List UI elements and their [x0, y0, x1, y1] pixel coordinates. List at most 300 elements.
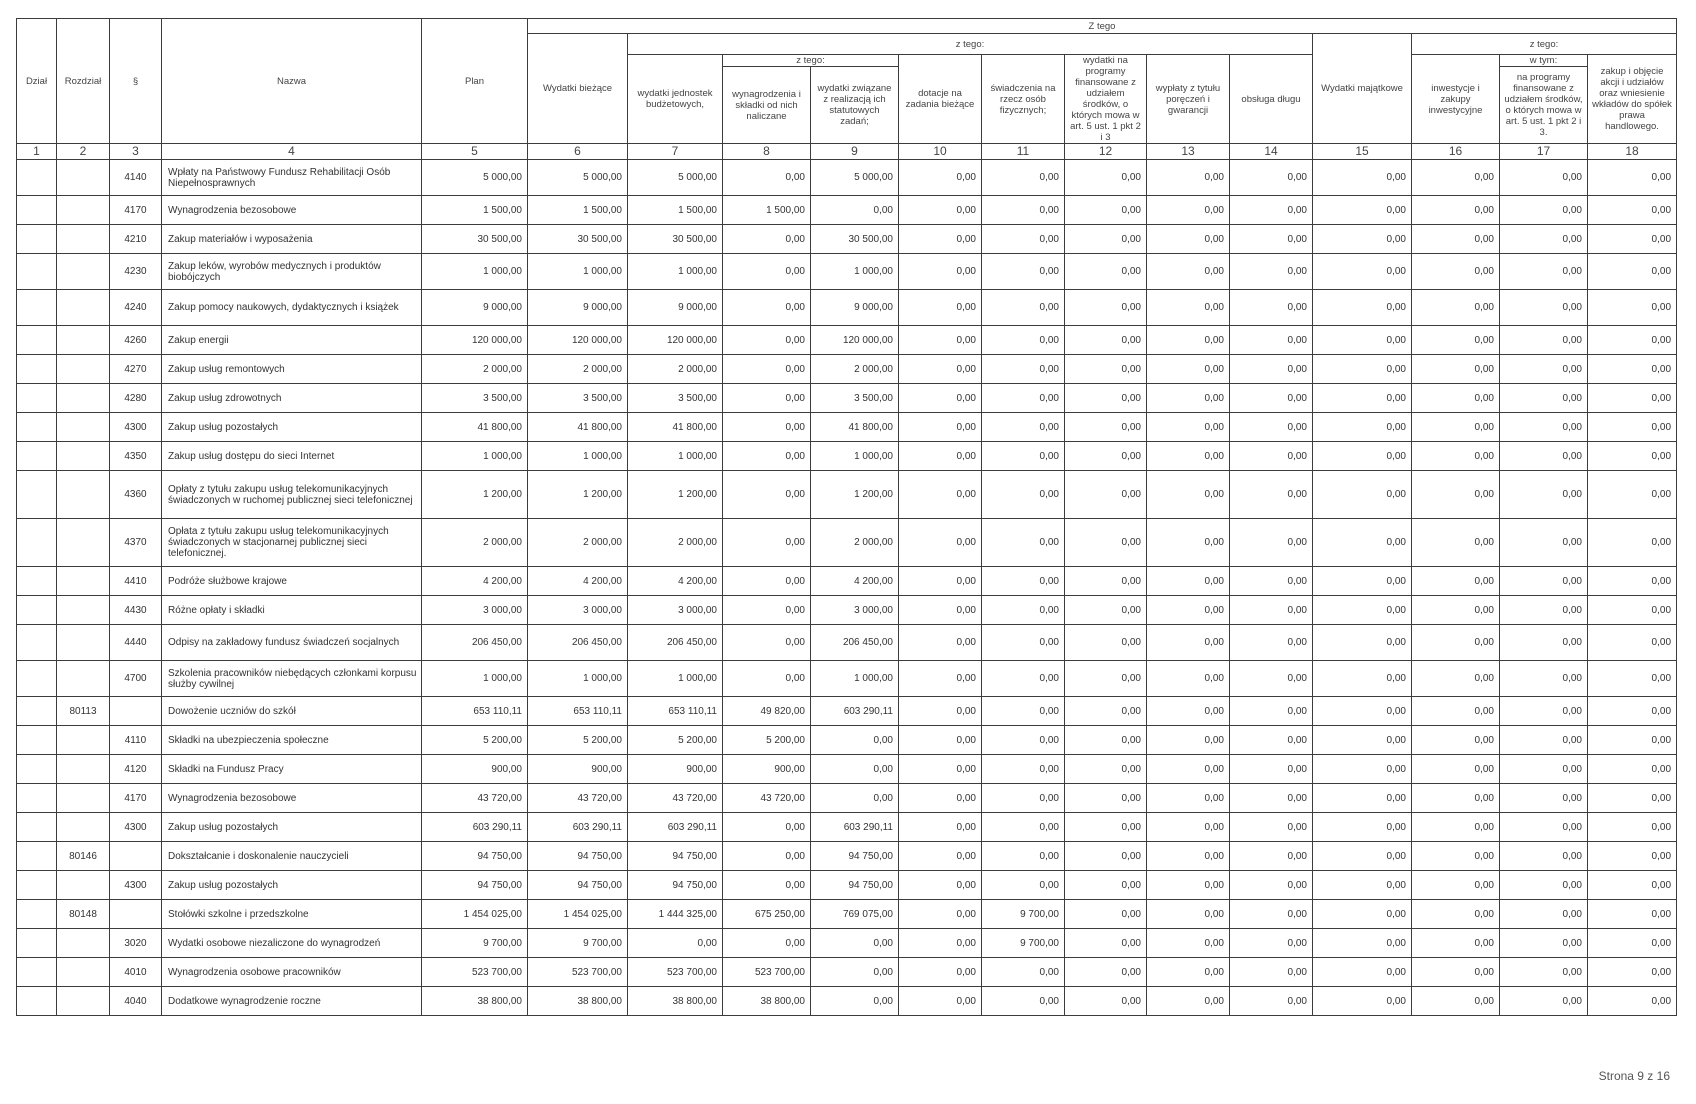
value-cell: 0,00 — [1313, 225, 1412, 254]
header-w-tym: w tym: — [1500, 55, 1588, 67]
value-cell: 0,00 — [1412, 290, 1500, 326]
value-cell: 0,00 — [982, 958, 1065, 987]
value-cell: 0,00 — [1313, 755, 1412, 784]
table-row — [17, 519, 1677, 567]
nazwa-cell: Zakup materiałów i wyposażenia — [162, 225, 422, 254]
value-cell: 0,00 — [1065, 697, 1147, 726]
table-row — [17, 900, 1677, 929]
value-cell: 9 000,00 — [628, 290, 723, 326]
value-cell: 0,00 — [1313, 842, 1412, 871]
value-cell: 0,00 — [1500, 413, 1588, 442]
budget-table — [16, 18, 1677, 1016]
value-cell: 0,00 — [1147, 726, 1230, 755]
value-cell: 94 750,00 — [628, 842, 723, 871]
value-cell: 1 454 025,00 — [528, 900, 628, 929]
rozdzial-cell — [57, 661, 110, 697]
value-cell: 0,00 — [723, 355, 811, 384]
value-cell: 2 000,00 — [528, 519, 628, 567]
value-cell: 0,00 — [1313, 160, 1412, 196]
value-cell: 1 444 325,00 — [628, 900, 723, 929]
value-cell: 1 000,00 — [628, 661, 723, 697]
value-cell: 0,00 — [1147, 442, 1230, 471]
paragraf-cell: 4110 — [110, 726, 162, 755]
value-cell: 0,00 — [982, 661, 1065, 697]
column-number: 7 — [628, 144, 723, 160]
value-cell: 2 000,00 — [811, 519, 899, 567]
value-cell: 0,00 — [982, 519, 1065, 567]
value-cell: 0,00 — [1147, 326, 1230, 355]
paragraf-cell: 4300 — [110, 813, 162, 842]
value-cell: 0,00 — [723, 290, 811, 326]
value-cell: 0,00 — [1065, 413, 1147, 442]
value-cell: 0,00 — [1147, 625, 1230, 661]
nazwa-cell: Składki na Fundusz Pracy — [162, 755, 422, 784]
nazwa-cell: Zakup usług remontowych — [162, 355, 422, 384]
value-cell: 0,00 — [1588, 842, 1677, 871]
value-cell: 38 800,00 — [528, 987, 628, 1016]
value-cell: 0,00 — [982, 225, 1065, 254]
value-cell: 2 000,00 — [422, 355, 528, 384]
value-cell: 0,00 — [1230, 471, 1313, 519]
rozdzial-cell — [57, 625, 110, 661]
table-row — [17, 726, 1677, 755]
value-cell: 0,00 — [723, 596, 811, 625]
dzial-cell — [17, 596, 57, 625]
rozdzial-cell — [57, 290, 110, 326]
value-cell: 0,00 — [1147, 196, 1230, 225]
dzial-cell — [17, 567, 57, 596]
dzial-cell — [17, 519, 57, 567]
value-cell: 0,00 — [982, 196, 1065, 225]
value-cell: 0,00 — [1147, 697, 1230, 726]
value-cell: 0,00 — [1313, 813, 1412, 842]
value-cell: 900,00 — [528, 755, 628, 784]
value-cell: 38 800,00 — [628, 987, 723, 1016]
value-cell: 0,00 — [1588, 567, 1677, 596]
value-cell: 0,00 — [1147, 842, 1230, 871]
paragraf-cell: 4280 — [110, 384, 162, 413]
column-number: 16 — [1412, 144, 1500, 160]
value-cell: 0,00 — [1500, 326, 1588, 355]
value-cell: 0,00 — [899, 355, 982, 384]
value-cell: 0,00 — [982, 625, 1065, 661]
value-cell: 0,00 — [1065, 254, 1147, 290]
nazwa-cell: Opłata z tytułu zakupu usług telekomunikacyjnych świadczonych w stacjonarnej publicznej sieci telefonicznej. — [162, 519, 422, 567]
value-cell: 0,00 — [982, 726, 1065, 755]
value-cell: 1 000,00 — [811, 442, 899, 471]
value-cell: 0,00 — [1500, 697, 1588, 726]
value-cell: 0,00 — [1588, 326, 1677, 355]
column-number: 6 — [528, 144, 628, 160]
value-cell: 0,00 — [1230, 442, 1313, 471]
dzial-cell — [17, 871, 57, 900]
value-cell: 0,00 — [1588, 625, 1677, 661]
paragraf-cell: 4270 — [110, 355, 162, 384]
value-cell: 0,00 — [1065, 755, 1147, 784]
value-cell: 0,00 — [1412, 726, 1500, 755]
value-cell: 0,00 — [1313, 929, 1412, 958]
value-cell: 0,00 — [899, 519, 982, 567]
value-cell: 603 290,11 — [811, 813, 899, 842]
value-cell: 3 500,00 — [528, 384, 628, 413]
value-cell: 0,00 — [1588, 661, 1677, 697]
nazwa-cell: Wynagrodzenia osobowe pracowników — [162, 958, 422, 987]
value-cell: 94 750,00 — [811, 871, 899, 900]
table-row — [17, 697, 1677, 726]
value-cell: 0,00 — [1500, 900, 1588, 929]
value-cell: 0,00 — [1230, 661, 1313, 697]
value-cell: 603 290,11 — [628, 813, 723, 842]
value-cell: 0,00 — [1500, 384, 1588, 413]
value-cell: 0,00 — [1313, 442, 1412, 471]
value-cell: 0,00 — [1412, 755, 1500, 784]
value-cell: 0,00 — [899, 471, 982, 519]
table-row — [17, 355, 1677, 384]
value-cell: 0,00 — [723, 929, 811, 958]
table-row — [17, 413, 1677, 442]
value-cell: 0,00 — [723, 384, 811, 413]
value-cell: 3 500,00 — [422, 384, 528, 413]
value-cell: 4 200,00 — [811, 567, 899, 596]
paragraf-cell: 4140 — [110, 160, 162, 196]
value-cell: 0,00 — [1147, 384, 1230, 413]
paragraf-cell: 4300 — [110, 871, 162, 900]
column-number: 9 — [811, 144, 899, 160]
value-cell: 523 700,00 — [628, 958, 723, 987]
value-cell: 0,00 — [1500, 842, 1588, 871]
value-cell: 0,00 — [1588, 519, 1677, 567]
value-cell: 0,00 — [1313, 326, 1412, 355]
rozdzial-cell — [57, 596, 110, 625]
value-cell: 3 500,00 — [628, 384, 723, 413]
value-cell: 0,00 — [1313, 596, 1412, 625]
value-cell: 9 700,00 — [422, 929, 528, 958]
nazwa-cell: Zakup usług pozostałych — [162, 813, 422, 842]
table-header — [17, 19, 1677, 160]
paragraf-cell: 4240 — [110, 290, 162, 326]
value-cell: 0,00 — [1588, 596, 1677, 625]
dzial-cell — [17, 726, 57, 755]
value-cell: 43 720,00 — [422, 784, 528, 813]
value-cell: 0,00 — [1230, 755, 1313, 784]
value-cell: 0,00 — [982, 413, 1065, 442]
value-cell: 43 720,00 — [723, 784, 811, 813]
value-cell: 5 200,00 — [422, 726, 528, 755]
paragraf-cell: 4370 — [110, 519, 162, 567]
value-cell: 0,00 — [1147, 596, 1230, 625]
value-cell: 0,00 — [1588, 384, 1677, 413]
value-cell: 3 000,00 — [528, 596, 628, 625]
value-cell: 0,00 — [1412, 413, 1500, 442]
value-cell: 0,00 — [1412, 842, 1500, 871]
nazwa-cell: Stołówki szkolne i przedszkolne — [162, 900, 422, 929]
value-cell: 206 450,00 — [811, 625, 899, 661]
value-cell: 120 000,00 — [811, 326, 899, 355]
value-cell: 0,00 — [899, 290, 982, 326]
value-cell: 1 200,00 — [528, 471, 628, 519]
value-cell: 603 290,11 — [811, 697, 899, 726]
value-cell: 0,00 — [982, 755, 1065, 784]
value-cell: 0,00 — [1313, 355, 1412, 384]
column-number: 15 — [1313, 144, 1412, 160]
value-cell: 0,00 — [899, 160, 982, 196]
paragraf-cell: 4230 — [110, 254, 162, 290]
column-number: 14 — [1230, 144, 1313, 160]
value-cell: 0,00 — [982, 987, 1065, 1016]
value-cell: 0,00 — [723, 254, 811, 290]
nazwa-cell: Zakup usług pozostałych — [162, 871, 422, 900]
paragraf-cell — [110, 900, 162, 929]
header-z-tego-majatkowe: z tego: — [1412, 34, 1677, 55]
value-cell: 1 000,00 — [628, 254, 723, 290]
nazwa-cell: Zakup leków, wyrobów medycznych i produktów biobójczych — [162, 254, 422, 290]
header-wydatki-majatkowe: Wydatki majątkowe — [1313, 34, 1412, 144]
header-wydatki-zwiazane: wydatki związane z realizacją ich statutowych zadań; — [811, 67, 899, 144]
dzial-cell — [17, 661, 57, 697]
value-cell: 0,00 — [811, 929, 899, 958]
dzial-cell — [17, 625, 57, 661]
value-cell: 0,00 — [1147, 519, 1230, 567]
value-cell: 0,00 — [1065, 567, 1147, 596]
value-cell: 0,00 — [899, 442, 982, 471]
value-cell: 2 000,00 — [528, 355, 628, 384]
table-row — [17, 160, 1677, 196]
value-cell: 0,00 — [1065, 900, 1147, 929]
value-cell: 0,00 — [628, 929, 723, 958]
paragraf-cell: 4700 — [110, 661, 162, 697]
rozdzial-cell: 80146 — [57, 842, 110, 871]
dzial-cell — [17, 987, 57, 1016]
value-cell: 0,00 — [899, 196, 982, 225]
value-cell: 0,00 — [1412, 900, 1500, 929]
value-cell: 0,00 — [1230, 697, 1313, 726]
value-cell: 0,00 — [1412, 987, 1500, 1016]
column-number: 10 — [899, 144, 982, 160]
value-cell: 0,00 — [982, 813, 1065, 842]
value-cell: 0,00 — [1500, 958, 1588, 987]
value-cell: 0,00 — [1230, 871, 1313, 900]
value-cell: 0,00 — [1500, 355, 1588, 384]
nazwa-cell: Wydatki osobowe niezaliczone do wynagrodzeń — [162, 929, 422, 958]
value-cell: 653 110,11 — [422, 697, 528, 726]
table-row — [17, 929, 1677, 958]
value-cell: 0,00 — [982, 160, 1065, 196]
dzial-cell — [17, 784, 57, 813]
column-number: 8 — [723, 144, 811, 160]
value-cell: 0,00 — [1412, 225, 1500, 254]
value-cell: 900,00 — [422, 755, 528, 784]
value-cell: 0,00 — [899, 726, 982, 755]
value-cell: 0,00 — [723, 842, 811, 871]
value-cell: 0,00 — [899, 254, 982, 290]
value-cell: 43 720,00 — [528, 784, 628, 813]
value-cell: 1 000,00 — [422, 661, 528, 697]
value-cell: 0,00 — [982, 384, 1065, 413]
value-cell: 5 000,00 — [628, 160, 723, 196]
value-cell: 0,00 — [1500, 254, 1588, 290]
rozdzial-cell — [57, 225, 110, 254]
value-cell: 41 800,00 — [422, 413, 528, 442]
value-cell: 0,00 — [1147, 900, 1230, 929]
dzial-cell — [17, 442, 57, 471]
value-cell: 0,00 — [1500, 813, 1588, 842]
value-cell: 1 500,00 — [422, 196, 528, 225]
value-cell: 3 000,00 — [811, 596, 899, 625]
value-cell: 9 000,00 — [811, 290, 899, 326]
paragraf-cell: 3020 — [110, 929, 162, 958]
rozdzial-cell — [57, 413, 110, 442]
rozdzial-cell — [57, 254, 110, 290]
value-cell: 0,00 — [1147, 929, 1230, 958]
value-cell: 0,00 — [1147, 661, 1230, 697]
value-cell: 0,00 — [1412, 929, 1500, 958]
table-body — [17, 160, 1677, 1016]
value-cell: 41 800,00 — [528, 413, 628, 442]
nazwa-cell: Szkolenia pracowników niebędących członkami korpusu służby cywilnej — [162, 661, 422, 697]
value-cell: 1 000,00 — [528, 661, 628, 697]
header-paragraf: § — [110, 19, 162, 144]
value-cell: 0,00 — [1147, 755, 1230, 784]
value-cell: 0,00 — [1588, 987, 1677, 1016]
value-cell: 0,00 — [982, 471, 1065, 519]
table-row — [17, 958, 1677, 987]
value-cell: 120 000,00 — [528, 326, 628, 355]
value-cell: 1 500,00 — [528, 196, 628, 225]
dzial-cell — [17, 160, 57, 196]
value-cell: 49 820,00 — [723, 697, 811, 726]
value-cell: 0,00 — [1412, 625, 1500, 661]
header-wydatki-jednostek: wydatki jednostek budżetowych, — [628, 55, 723, 144]
paragraf-cell: 4350 — [110, 442, 162, 471]
value-cell: 0,00 — [1230, 290, 1313, 326]
value-cell: 0,00 — [1147, 958, 1230, 987]
value-cell: 0,00 — [899, 413, 982, 442]
value-cell: 0,00 — [1147, 567, 1230, 596]
value-cell: 0,00 — [1065, 871, 1147, 900]
dzial-cell — [17, 196, 57, 225]
rozdzial-cell — [57, 326, 110, 355]
value-cell: 0,00 — [1412, 326, 1500, 355]
value-cell: 1 000,00 — [811, 254, 899, 290]
value-cell: 41 800,00 — [811, 413, 899, 442]
value-cell: 0,00 — [1230, 225, 1313, 254]
value-cell: 0,00 — [1588, 726, 1677, 755]
column-number: 3 — [110, 144, 162, 160]
value-cell: 94 750,00 — [528, 842, 628, 871]
value-cell: 0,00 — [1500, 519, 1588, 567]
value-cell: 0,00 — [899, 326, 982, 355]
value-cell: 0,00 — [1065, 442, 1147, 471]
value-cell: 0,00 — [1412, 813, 1500, 842]
value-cell: 0,00 — [1147, 987, 1230, 1016]
dzial-cell — [17, 413, 57, 442]
rozdzial-cell — [57, 196, 110, 225]
value-cell: 0,00 — [1313, 900, 1412, 929]
column-number: 12 — [1065, 144, 1147, 160]
dzial-cell — [17, 355, 57, 384]
value-cell: 769 075,00 — [811, 900, 899, 929]
value-cell: 0,00 — [899, 567, 982, 596]
value-cell: 0,00 — [1230, 596, 1313, 625]
value-cell: 0,00 — [1588, 196, 1677, 225]
dzial-cell — [17, 326, 57, 355]
value-cell: 94 750,00 — [528, 871, 628, 900]
nazwa-cell: Zakup energii — [162, 326, 422, 355]
value-cell: 0,00 — [1412, 596, 1500, 625]
value-cell: 0,00 — [1147, 871, 1230, 900]
rozdzial-cell — [57, 813, 110, 842]
value-cell: 0,00 — [899, 661, 982, 697]
value-cell: 206 450,00 — [422, 625, 528, 661]
dzial-cell — [17, 384, 57, 413]
value-cell: 0,00 — [1230, 355, 1313, 384]
paragraf-cell: 4300 — [110, 413, 162, 442]
value-cell: 0,00 — [723, 225, 811, 254]
value-cell: 0,00 — [1065, 784, 1147, 813]
value-cell: 1 454 025,00 — [422, 900, 528, 929]
value-cell: 0,00 — [982, 697, 1065, 726]
rozdzial-cell: 80148 — [57, 900, 110, 929]
rozdzial-cell — [57, 726, 110, 755]
value-cell: 0,00 — [1065, 596, 1147, 625]
value-cell: 9 700,00 — [528, 929, 628, 958]
table-row — [17, 326, 1677, 355]
nazwa-cell: Odpisy na zakładowy fundusz świadczeń socjalnych — [162, 625, 422, 661]
value-cell: 1 500,00 — [723, 196, 811, 225]
value-cell: 0,00 — [982, 355, 1065, 384]
value-cell: 1 200,00 — [628, 471, 723, 519]
table-row — [17, 661, 1677, 697]
value-cell: 0,00 — [899, 871, 982, 900]
value-cell: 0,00 — [811, 987, 899, 1016]
value-cell: 0,00 — [723, 442, 811, 471]
value-cell: 0,00 — [1230, 900, 1313, 929]
value-cell: 0,00 — [982, 442, 1065, 471]
value-cell: 0,00 — [899, 842, 982, 871]
value-cell: 0,00 — [1500, 755, 1588, 784]
value-cell: 0,00 — [1588, 784, 1677, 813]
value-cell: 0,00 — [1065, 726, 1147, 755]
paragraf-cell: 4120 — [110, 755, 162, 784]
value-cell: 653 110,11 — [628, 697, 723, 726]
value-cell: 9 000,00 — [528, 290, 628, 326]
value-cell: 2 000,00 — [422, 519, 528, 567]
rozdzial-cell — [57, 784, 110, 813]
value-cell: 0,00 — [1230, 929, 1313, 958]
value-cell: 0,00 — [1230, 160, 1313, 196]
value-cell: 0,00 — [1230, 842, 1313, 871]
value-cell: 523 700,00 — [723, 958, 811, 987]
dzial-cell — [17, 225, 57, 254]
value-cell: 0,00 — [1500, 871, 1588, 900]
value-cell: 0,00 — [1230, 784, 1313, 813]
value-cell: 0,00 — [1230, 726, 1313, 755]
value-cell: 0,00 — [1147, 784, 1230, 813]
value-cell: 0,00 — [982, 842, 1065, 871]
value-cell: 0,00 — [1313, 697, 1412, 726]
value-cell: 0,00 — [1313, 413, 1412, 442]
header-z-tego-jednostek: z tego: — [723, 55, 899, 67]
header-wydatki-biezace: Wydatki bieżące — [528, 34, 628, 144]
value-cell: 0,00 — [1588, 929, 1677, 958]
value-cell: 0,00 — [1230, 413, 1313, 442]
value-cell: 5 000,00 — [422, 160, 528, 196]
value-cell: 0,00 — [1412, 384, 1500, 413]
nazwa-cell: Wynagrodzenia bezosobowe — [162, 196, 422, 225]
header-zakup-akcji: zakup i objęcie akcji i udziałów oraz wniesienie wkładów do spółek prawa handlowego. — [1588, 55, 1677, 144]
header-inwestycje: inwestycje i zakupy inwestycyjne — [1412, 55, 1500, 144]
paragraf-cell: 4360 — [110, 471, 162, 519]
